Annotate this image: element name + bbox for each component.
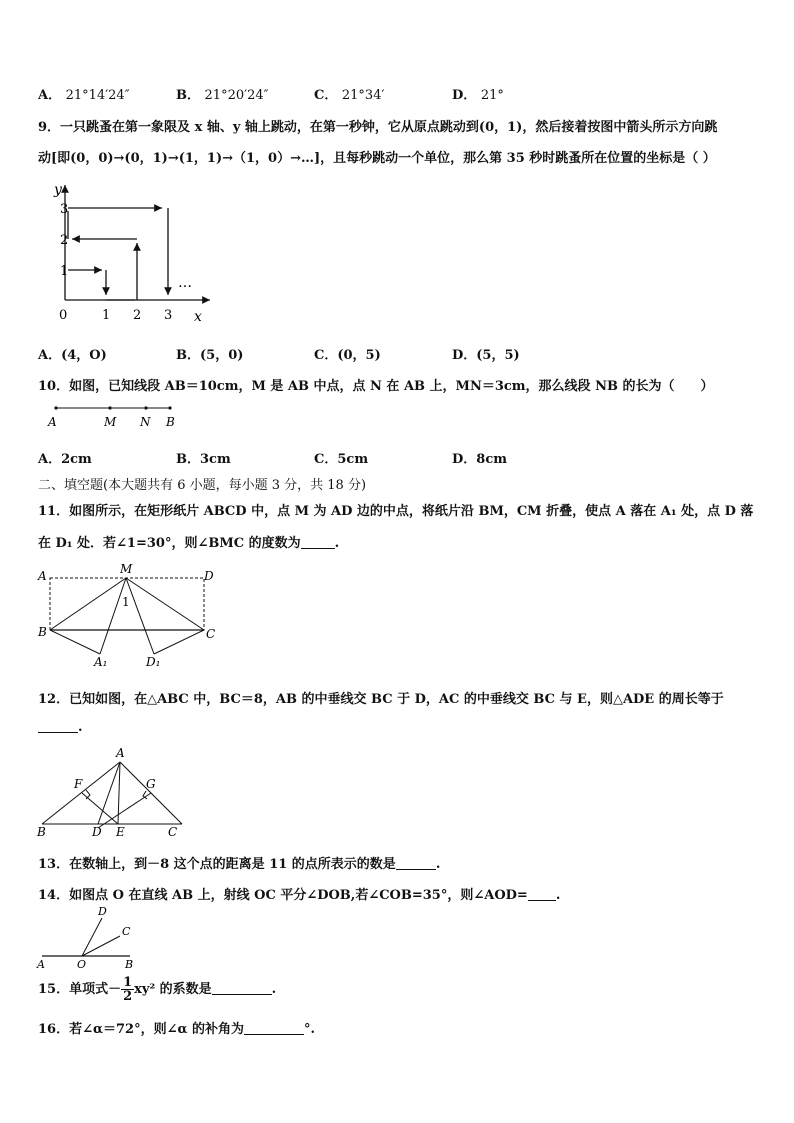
q10-point-n: N bbox=[140, 415, 151, 429]
q12-label-c: C bbox=[168, 825, 178, 838]
q16-answer-blank[interactable] bbox=[244, 1022, 304, 1035]
q12-label-g: G bbox=[146, 777, 156, 791]
q11-text-line2: 在 D₁ 处．若∠1=30°，则∠BMC 的度数为 . bbox=[38, 536, 340, 551]
q9-option-d: D．(5，5) bbox=[452, 348, 520, 363]
q10-figure bbox=[40, 398, 190, 432]
q14-label-c: C bbox=[122, 925, 131, 938]
q9-text-line2: 动[即(0，0)→(0，1)→(1，1)→（1，0）→…]，且每秒跳动一个单位，那么第 35 秒时跳蚤所在位置的坐标是（ ） bbox=[38, 151, 716, 166]
q10-option-b: B．3cm bbox=[176, 452, 231, 467]
q16-text: 16．若∠α＝72°，则∠α 的补角为 °. bbox=[38, 1022, 316, 1037]
q11-label-a: A bbox=[38, 569, 47, 583]
q10-text: 10．如图，已知线段 AB＝10cm，M 是 AB 中点，点 N 在 AB 上，MN＝3cm，那么线段 NB 的长为（ ） bbox=[38, 379, 714, 394]
q11-label-1: 1 bbox=[122, 595, 130, 609]
q9-option-a: A．(4，O) bbox=[38, 348, 107, 363]
q9-text-line1: 9．一只跳蚤在第一象限及 x 轴、y 轴上跳动，在第一秒钟，它从原点跳动到(0，1)，然后接着按图中箭头所示方向跳 bbox=[38, 120, 718, 135]
q9-tick-x2: 2 bbox=[133, 308, 142, 323]
q15-answer-blank[interactable] bbox=[212, 982, 272, 995]
q11-label-c: C bbox=[206, 627, 216, 641]
q11-label-d: D bbox=[204, 569, 214, 583]
q8-option-c: C． 21°34′ bbox=[314, 88, 385, 103]
q14-answer-blank[interactable] bbox=[528, 888, 556, 901]
q10-point-m: M bbox=[104, 415, 117, 429]
q8-option-d: D． 21° bbox=[452, 88, 504, 103]
q9-tick-y2: 2 bbox=[60, 233, 69, 248]
q9-y-label: y bbox=[54, 182, 62, 198]
q15-fraction: $\frac{1}{2}$ bbox=[123, 975, 133, 1004]
q10-option-c: C．5cm bbox=[314, 452, 369, 467]
q12-answer-blank[interactable] bbox=[38, 720, 78, 733]
q9-tick-y1: 1 bbox=[60, 264, 69, 279]
q14-figure bbox=[34, 904, 144, 970]
q9-option-c: C．(0，5) bbox=[314, 348, 381, 363]
q10-option-a: A．2cm bbox=[38, 452, 92, 467]
q12-label-a: A bbox=[116, 746, 125, 760]
section-heading: 二、填空题(本大题共有 6 小题，每小题 3 分，共 18 分) bbox=[38, 478, 367, 493]
q12-text-line2: . bbox=[38, 720, 83, 735]
q12-label-e: E bbox=[116, 825, 125, 838]
q14-label-d: D bbox=[98, 905, 107, 918]
q9-x-label: x bbox=[194, 309, 202, 325]
q11-label-m: M bbox=[120, 562, 133, 576]
q11-figure bbox=[36, 562, 226, 674]
q14-label-b: B bbox=[125, 958, 134, 970]
q8-option-a: A． 21°14′24″ bbox=[38, 88, 130, 103]
q9-option-b: B．(5，0) bbox=[176, 348, 244, 363]
q11-label-b: B bbox=[38, 625, 47, 639]
q9-tick-x3: 3 bbox=[164, 308, 173, 323]
q11-answer-blank[interactable] bbox=[301, 536, 335, 549]
q9-tick-y3: 3 bbox=[60, 202, 69, 217]
q14-label-a: A bbox=[37, 958, 45, 970]
q9-tick-x1: 1 bbox=[102, 308, 111, 323]
q11-label-d1: D₁ bbox=[146, 655, 161, 669]
q12-label-d: D bbox=[92, 825, 102, 838]
q9-dots: … bbox=[178, 275, 192, 291]
q12-text-line1: 12．已知如图，在△ABC 中，BC＝8，AB 的中垂线交 BC 于 D，AC 的中垂线交 BC 与 E，则△ADE 的周长等于 bbox=[38, 692, 724, 707]
q14-label-o: O bbox=[77, 958, 87, 970]
q13-answer-blank[interactable] bbox=[396, 857, 436, 870]
q8-option-b: B． 21°20′24″ bbox=[176, 88, 269, 103]
q10-point-a: A bbox=[48, 415, 57, 429]
q9-figure bbox=[40, 175, 220, 325]
q12-label-b: B bbox=[37, 825, 46, 838]
q9-tick-0: 0 bbox=[59, 308, 68, 323]
q12-label-f: F bbox=[74, 777, 83, 791]
q11-text-line1: 11．如图所示，在矩形纸片 ABCD 中，点 M 为 AD 边的中点，将纸片沿 BM，CM 折叠，使点 A 落在 A₁ 处，点 D 落 bbox=[38, 504, 754, 519]
q15-text: 15．单项式－ $\frac{1}{2}$ xy² 的系数是 . bbox=[38, 975, 277, 1004]
q14-text: 14．如图点 O 在直线 AB 上，射线 OC 平分∠DOB,若∠COB=35°，则∠AOD= . bbox=[38, 888, 561, 903]
q11-label-a1: A₁ bbox=[94, 655, 108, 669]
q13-text: 13．在数轴上，到－8 这个点的距离是 11 的点所表示的数是 . bbox=[38, 857, 441, 872]
q12-figure bbox=[34, 746, 194, 838]
q10-option-d: D．8cm bbox=[452, 452, 507, 467]
q10-point-b: B bbox=[166, 415, 175, 429]
